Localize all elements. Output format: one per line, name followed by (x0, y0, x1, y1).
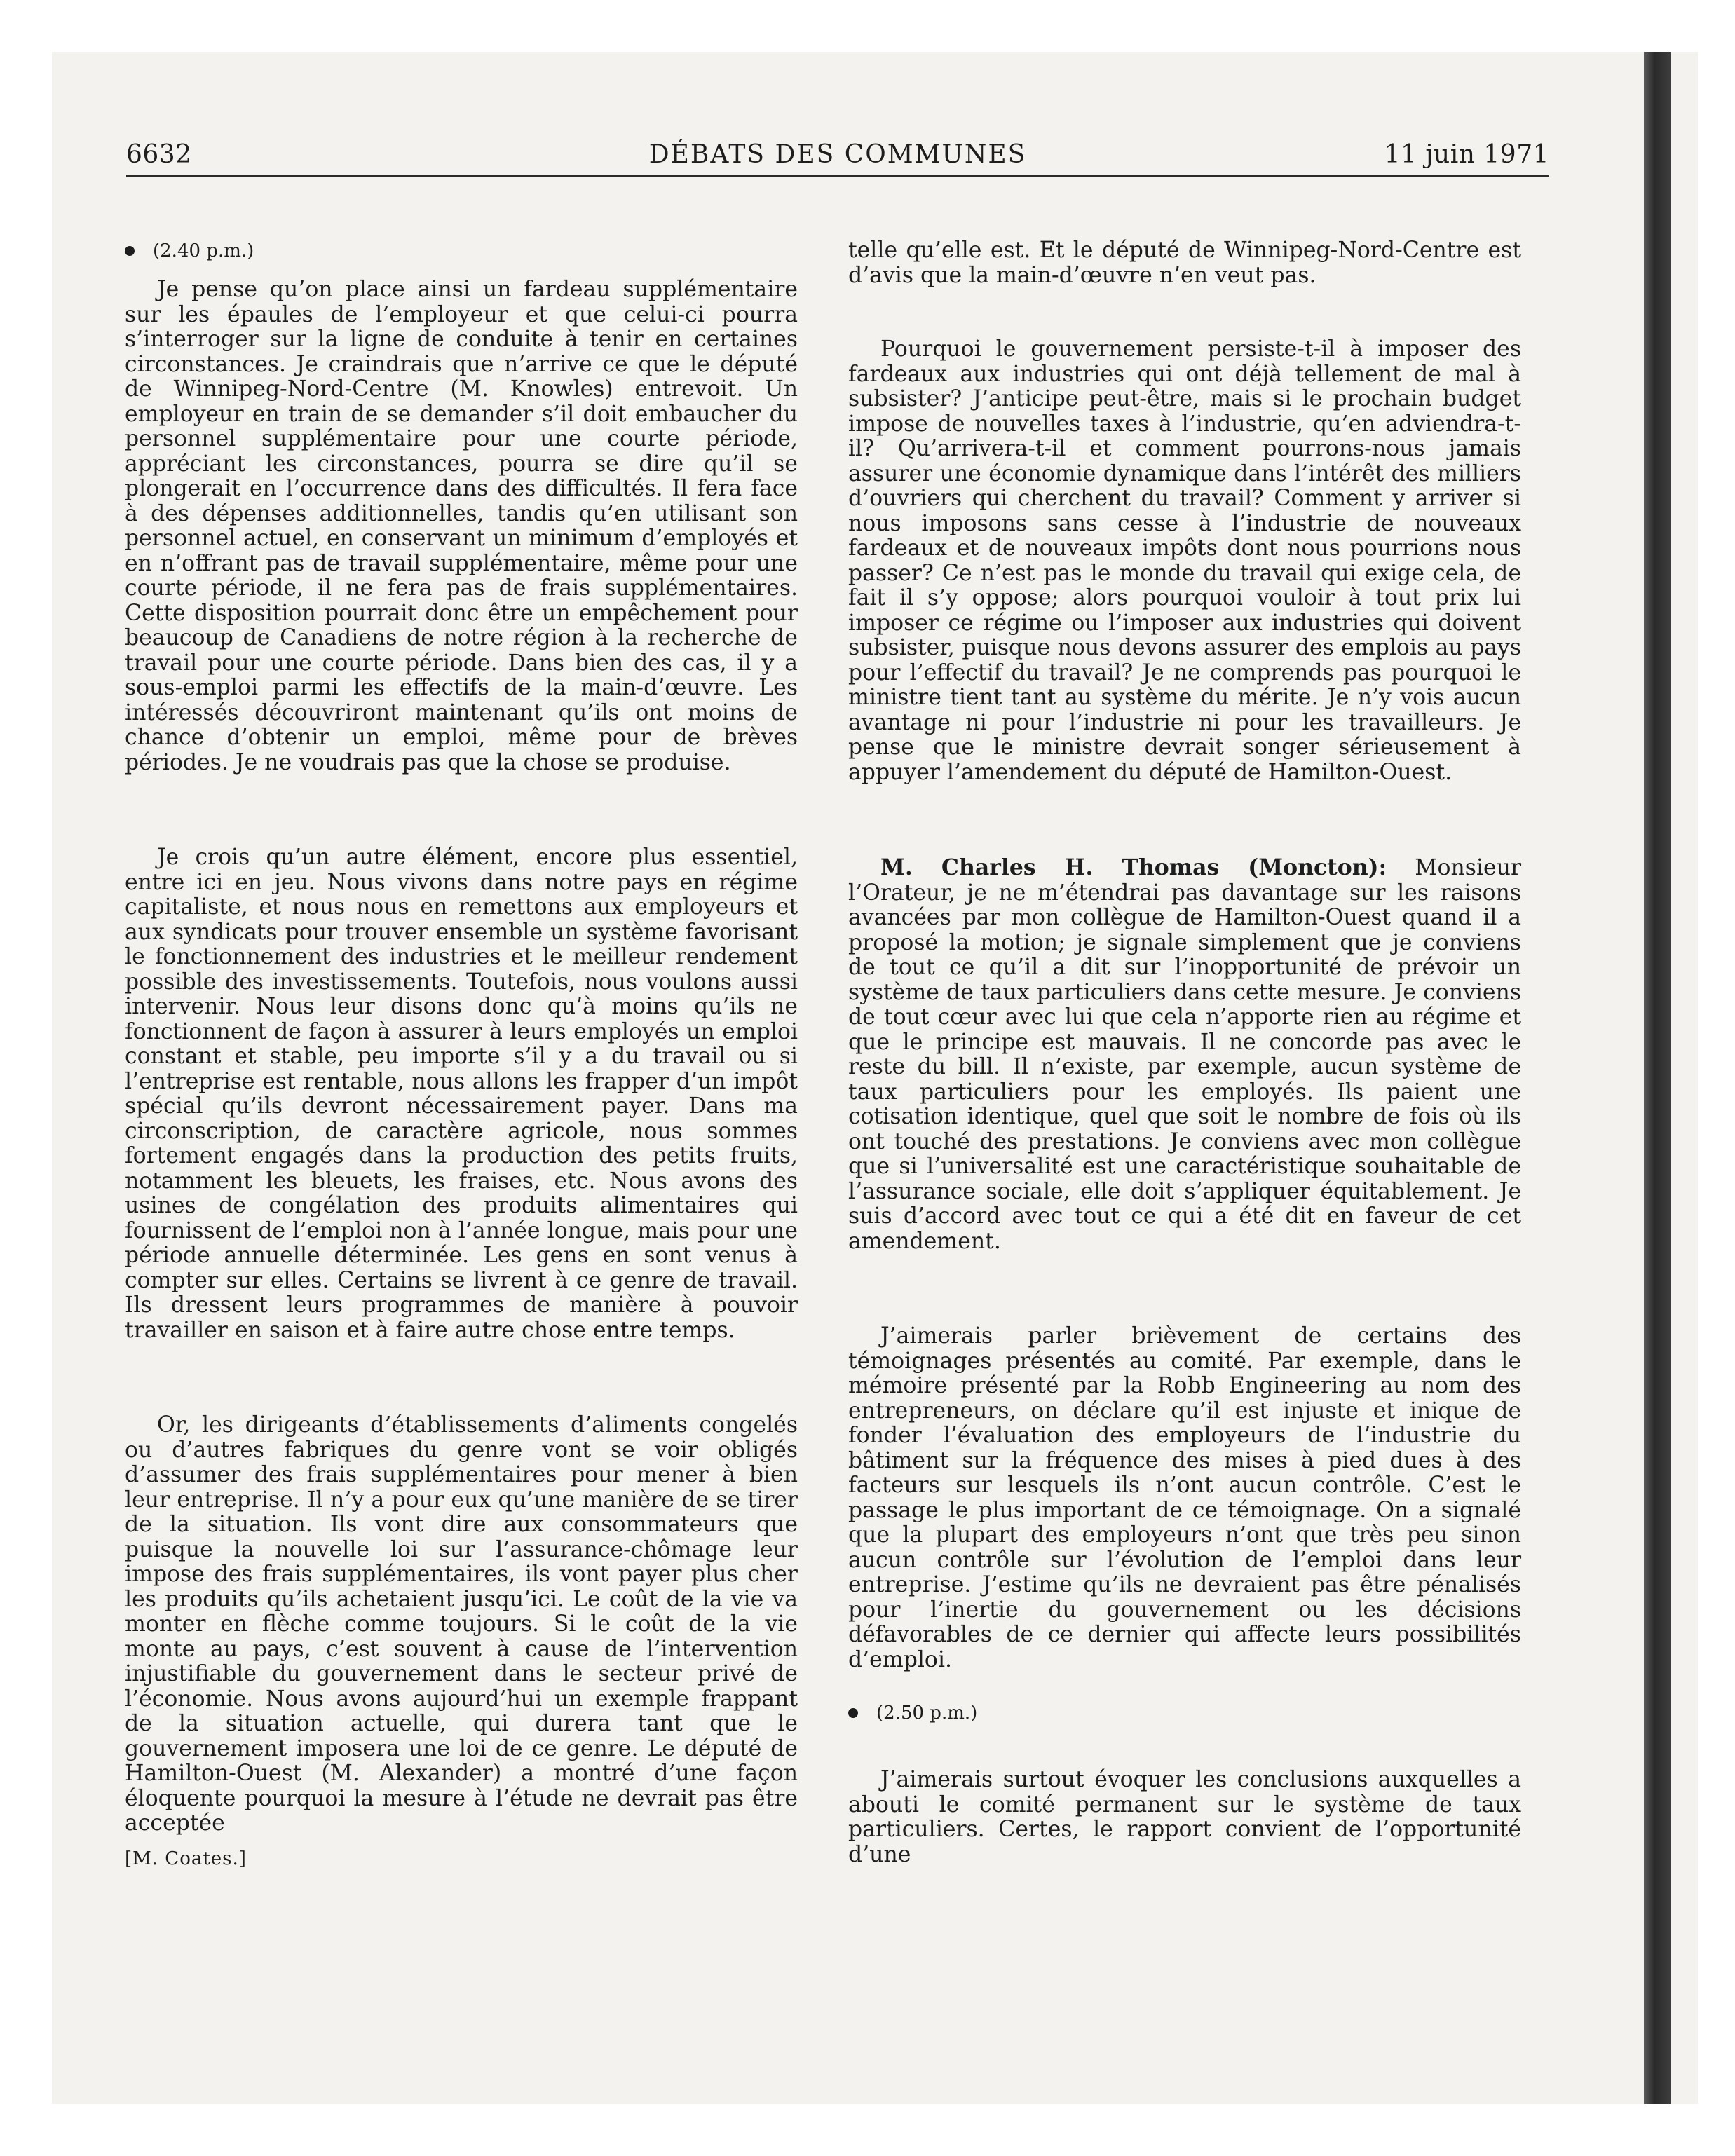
binding-edge (1644, 52, 1671, 2104)
time-stamp: (2.40 p.m.) (125, 238, 798, 264)
page-number: 6632 (126, 140, 192, 169)
paragraph: Je crois qu’un autre élément, encore plus essentiel, entre ici en jeu. Nous vivons dans notre pays en régime capitaliste, et nous nous en remettons aux employeurs et aux syndicats pour trouver ensemble un système favorisant le fonctionnement des industries et le meilleur rendement possible des investissements. Toutefois, nous voulons aussi intervenir. Nous leur disons donc qu’à moins qu’ils ne fonctionnent de façon à assurer à leurs employés un emploi constant et stable, peu importe s’il y a du travail ou si l’entreprise est rentable, nous allons les frapper d’un impôt spécial qu’ils devront nécessairement payer. Dans ma circonscription, de caractère agricole, nous sommes fortement engagés dans la production des petits fruits, notamment les bleuets, les fraises, etc. Nous avons des usines de congélation des produits alimentaires qui fournissent de l’emploi non à l’année longue, mais pour une période annuelle déterminée. Les gens en sont venus à compter sur elles. Certains se livrent à ce genre de travail. Ils dressent leurs programmes de manière à pouvoir travailler en saison et à faire autre chose entre temps. (125, 845, 798, 1343)
bullet-icon (848, 1708, 858, 1718)
paragraph: telle qu’elle est. Et le député de Winnipeg-Nord-Centre est d’avis que la main-d’œuvre n’en veut pas. (848, 238, 1521, 288)
paragraph: Pourquoi le gouvernement persiste-t-il à imposer des fardeaux aux industries qui ont déjà tellement de mal à subsister? J’anticipe peut-être, mais si le prochain budget impose de nouvelles taxes à l’industrie, qu’en adviendra-t-il? Qu’arrivera-t-il et comment pourrons-nous jamais assurer une économie dynamique dans l’intérêt des milliers d’ouvriers qui cherchent du travail? Comment y arriver si nous imposons sans cesse à l’industrie de nouveaux fardeaux et de nouveaux impôts dont nous pourrions nous passer? Ce n’est pas le monde du travail qui exige cela, de fait il s’y oppose; alors pourquoi vouloir à tout prix lui imposer ce régime ou l’imposer aux industries qui doivent subsister, puisque nous devons assurer des emplois au pays pour l’effectif du travail? Je ne comprends pas pourquoi le ministre tient tant au système du mérite. Je n’y vois aucun avantage ni pour l’industrie ni pour les travailleurs. Je pense que le ministre devrait songer sérieusement à appuyer l’amendement du député de Hamilton-Ouest. (848, 336, 1521, 785)
time-stamp: (2.50 p.m.) (848, 1700, 1521, 1726)
speaker-marker: [M. Coates.] (125, 1848, 247, 1869)
paragraph: Je pense qu’on place ainsi un fardeau supplémentaire sur les épaules de l’employeur et que celui-ci pourra s’interroger sur la ligne de conduite à tenir en certaines circonstances. Je craindrais que n’arrive ce que le député de Winnipeg-Nord-Centre (M. Knowles) entrevoit. Un employeur en train de se demander s’il doit embaucher du personnel supplémentaire pour une courte période, appréciant les circonstances, pourra se dire qu’il se plongerait en l’occurrence dans des difficultés. Il fera face à des dépenses additionnelles, tandis qu’en utilisant son personnel actuel, en conservant un minimum d’employés et en n’offrant pas de travail supplémentaire, même pour une courte période, il ne fera pas de frais supplémentaires. Cette disposition pourrait donc être un empêchement pour beaucoup de Canadiens de notre région à la recherche de travail pour une courte période. Dans bien des cas, il y a sous-emploi parmi les effectifs de la main-d’œuvre. Les intéressés découvriront maintenant qu’ils ont moins de chance d’obtenir un emploi, même pour de brèves périodes. Je ne voudrais pas que la chose se produise. (125, 277, 798, 775)
header-rule (126, 175, 1549, 177)
left-column (125, 238, 798, 1871)
paragraph: Or, les dirigeants d’établissements d’aliments congelés ou d’autres fabriques du genre vont se voir obligés d’assumer des frais supplémentaires pour mener à bien leur entreprise. Il n’y a pour eux qu’une manière de se tirer de la situation. Ils vont dire aux consommateurs que puisque la nouvelle loi sur l’assurance-chômage leur impose des frais supplémentaires, ils vont payer plus cher les produits qu’ils achetaient jusqu’ici. Le coût de la vie va monter en flèche comme toujours. Si le coût de la vie monte au pays, c’est souvent à cause de l’intervention injustifiable du gouvernement dans le secteur privé de l’économie. Nous avons aujourd’hui un exemple frappant de la situation actuelle, qui durera tant que le gouvernement imposera une loi de ce genre. Le député de Hamilton-Ouest (M. Alexander) a montré d’une façon éloquente pourquoi la mesure à l’étude ne devrait pas être acceptée (125, 1412, 798, 1836)
page-date: 11 juin 1971 (1384, 140, 1549, 169)
paragraph: J’aimerais surtout évoquer les conclusions auxquelles a abouti le comité permanent sur le système de taux particuliers. Certes, le rapport convient de l’opportunité d’une (848, 1767, 1521, 1867)
page-header (126, 140, 1549, 174)
right-column (848, 238, 1521, 1867)
paragraph: J’aimerais parler brièvement de certains des témoignages présentés au comité. Par exemple, dans le mémoire présenté par la Robb Engineering au nom des entrepreneurs, on déclare qu’il est injuste et inique de fonder l’évaluation des employeurs de l’industrie du bâtiment sur la fréquence des mises à pied dues à des facteurs sur lesquels ils n’ont aucun contrôle. C’est le passage le plus important de ce témoignage. On a signalé que la plupart des employeurs n’ont que très peu sinon aucun contrôle sur l’évolution de l’emploi dans leur entreprise. J’estime qu’ils ne devraient pas être pénalisés pour l’inertie du gouvernement ou les décisions défavorables de ce dernier qui affecte leurs possibilités d’emploi. (848, 1323, 1521, 1672)
bullet-icon (125, 246, 135, 256)
speaker-paragraph: M. Charles H. Thomas (Moncton): Monsieur l’Orateur, je ne m’étendrai pas davantage sur les raisons avancées par mon collègue de Hamilton-Ouest quand il a proposé la motion; je signale simplement que je conviens de tout ce qu’il a dit sur l’inopportunité de prévoir un système de taux particuliers dans cette mesure. Je conviens de tout cœur avec lui que cela n’apporte rien au régime et que le principe est mauvais. Il ne concorde pas avec le reste du bill. Il n’existe, par exemple, aucun système de taux particuliers pour les employés. Ils paient une cotisation identique, quel que soit le nombre de fois où ils ont touché des prestations. Je conviens avec mon collègue que si l’universalité est une caractéristique souhaitable de l’assurance sociale, elle doit s’appliquer équitablement. Je suis d’accord avec tout ce qui a été dit en faveur de cet amendement. (848, 854, 1522, 1254)
speaker-name: M. Charles H. Thomas (Moncton): (880, 854, 1387, 880)
publication-title: DÉBATS DES COMMUNES (648, 140, 1027, 169)
